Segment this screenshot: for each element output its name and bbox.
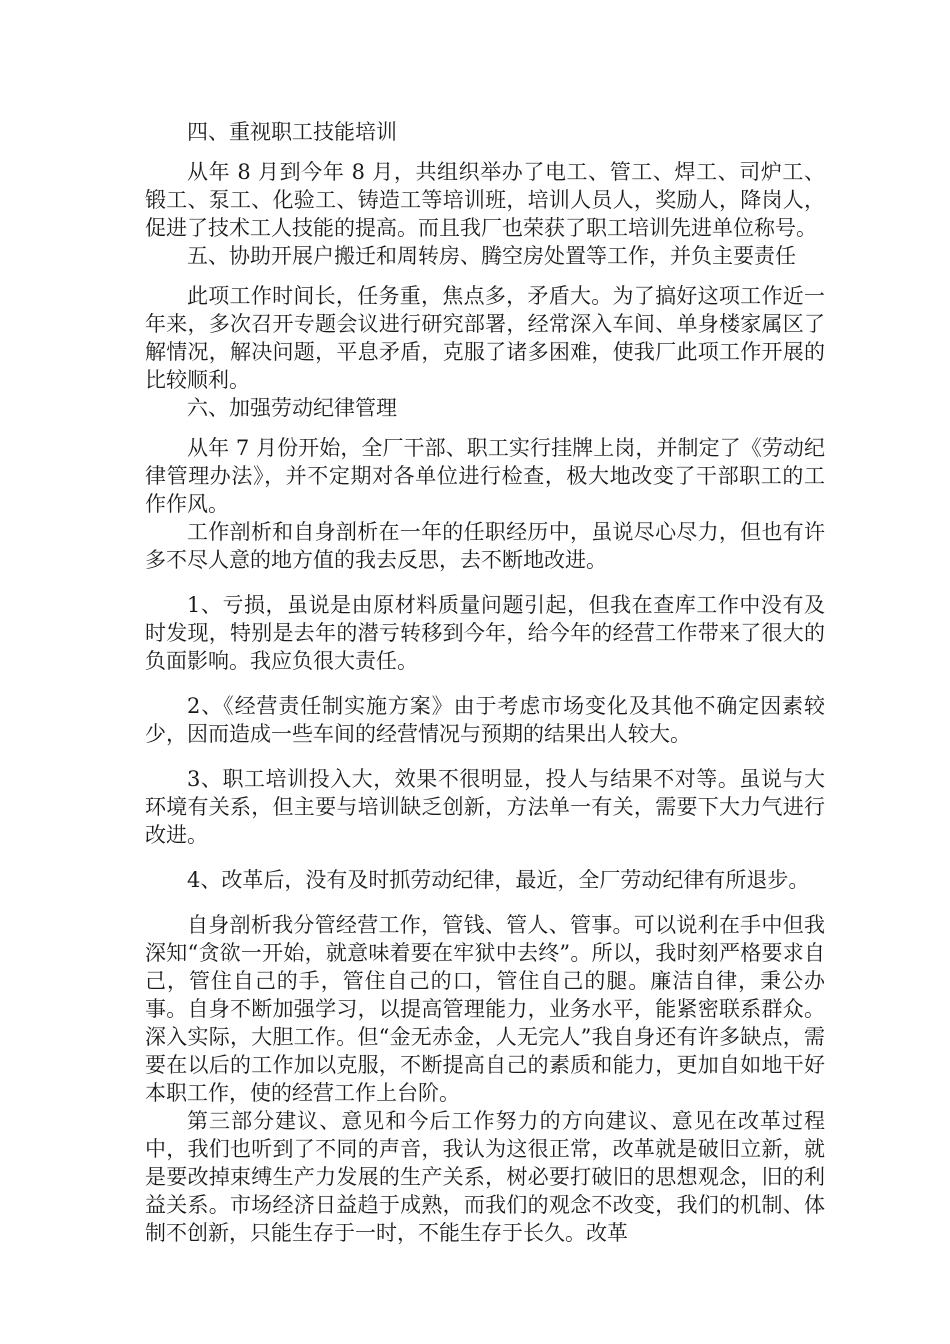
paragraph-self-analysis-intro: 工作剖析和自身剖析在一年的任职经历中，虽说尽心尽力，但也有许多不尽人意的地方值的我去反思，去不断地改进。 (145, 520, 825, 572)
paragraph-part-three: 第三部分建议、意见和今后工作努力的方向建议、意见在改革过程中，我们也听到了不同的声音，我认为这很正常，改革就是破旧立新，就是要改掉束缚生产力发展的生产关系，树必要打破旧的思想观念，旧的利益关系。市场经济日益趋于成熟，而我们的观念不改变，我们的机制、体制不创新，只能生存于一时，不能生存于长久。改革 (145, 1109, 825, 1245)
list-item-1: 1、亏损，虽说是由原材料质量问题引起，但我在查库工作中没有及时发现，特别是去年的潜亏转移到今年，给今年的经营工作带来了很大的负面影响。我应负很大责任。 (145, 593, 825, 673)
list-item-2: 2、《经营责任制实施方案》由于考虑市场变化及其他不确定因素较少，因而造成一些车间的经营情况与预期的结果出人较大。 (145, 694, 825, 746)
heading-4: 四、重视职工技能培训 (187, 120, 397, 144)
paragraph-self-analysis: 自身剖析我分管经营工作，管钱、管人、管事。可以说利在手中但我深知“贪欲一开始，就意味着要在牢狱中去终”。所以，我时刻严格要求自己，管住自己的手，管住自己的口，管住自己的腿。廉洁自律，秉公办事。自身不断加强学习，以提高管理能力，业务水平，能紧密联系群众。深入实际，大胆工作。但“金无赤金，人无完人”我自身还有许多缺点，需要在以后的工作加以克服，不断提高自己的素质和能力，更加自如地干好本职工作，使的经营工作上台阶。 (145, 913, 825, 1105)
paragraph-discipline: 从年 7 月份开始，全厂干部、职工实行挂牌上岗，并制定了《劳动纪律管理办法》，并不定期对各单位进行检查，极大地改变了干部职工的工作作风。 (145, 436, 825, 516)
paragraph-training: 从年 8 月到今年 8 月，共组织举办了电工、管工、焊工、司炉工、锻工、泵工、化验工、铸造工等培训班，培训人员人，奖励人，降岗人，促进了技术工人技能的提高。而且我厂也荣获了职工培训先进单位称号。 (145, 160, 825, 240)
list-item-4: 4、改革后，没有及时抓劳动纪律，最近，全厂劳动纪律有所退步。 (187, 868, 810, 892)
list-item-3: 3、职工培训投入大，效果不很明显，投人与结果不对等。虽说与大环境有关系，但主要与培训缺乏创新，方法单一有关，需要下大力气进行改进。 (145, 767, 825, 847)
heading-6: 六、加强劳动纪律管理 (187, 396, 397, 420)
document-body (145, 118, 825, 1247)
paragraph-relocation: 此项工作时间长，任务重，焦点多，矛盾大。为了搞好这项工作近一年来，多次召开专题会议进行研究部署，经常深入车间、单身楼家属区了解情况，解决问题，平息矛盾，克服了诸多困难，使我厂此项工作开展的比较顺利。 (145, 284, 825, 392)
heading-5: 五、协助开展户搬迁和周转房、腾空房处置等工作，并负主要责任 (187, 244, 796, 268)
